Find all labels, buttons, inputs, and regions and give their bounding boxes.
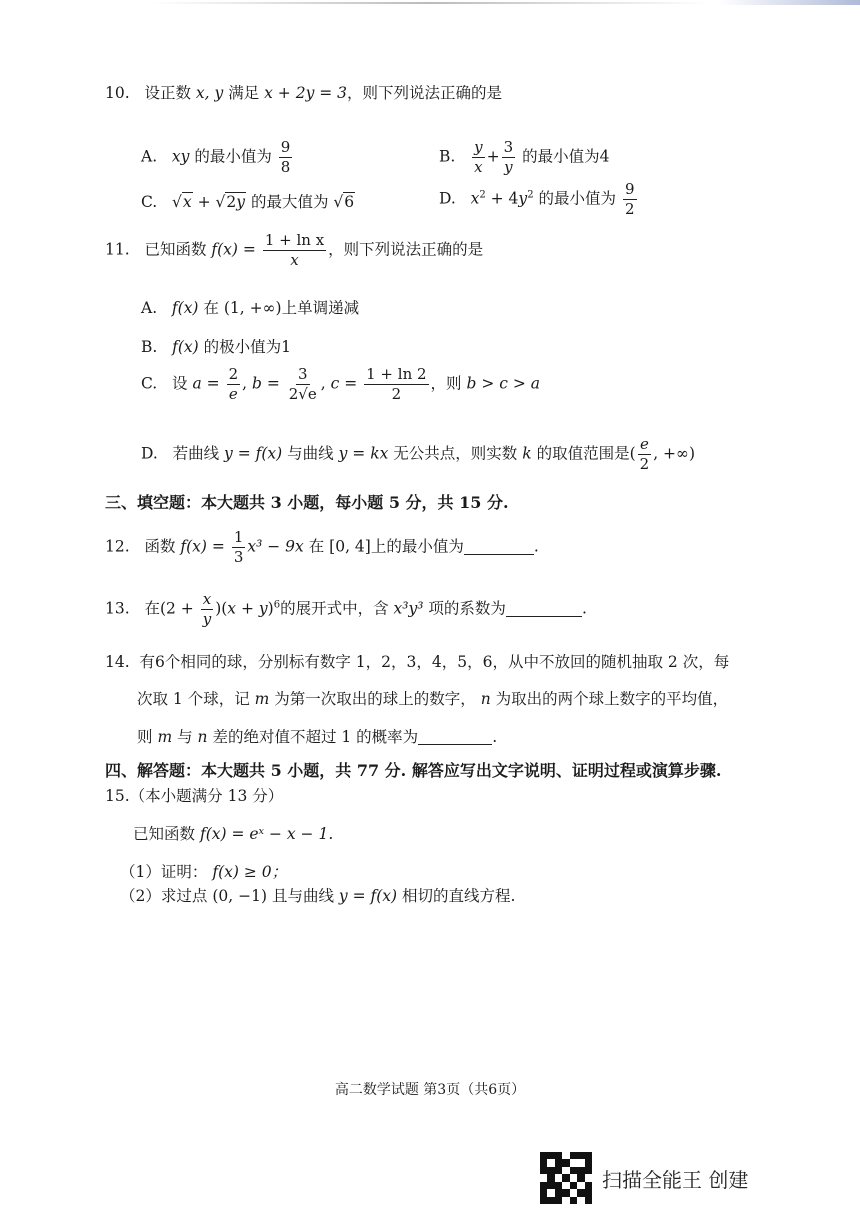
- math-expr: n: [480, 690, 491, 708]
- fraction: $\frac{3}{y}$: [503, 138, 514, 176]
- fraction: [232, 530, 246, 565]
- q11-option-c: C. 设 a = $\frac{2}{e}$ , b = $\frac{3}{2√e}$ , c = $\frac{1 + \ln 2}{2}$ ，则 b > c > a: [141, 365, 541, 403]
- q11-option-d: D. 若曲线 y = f(x) 与曲线 y = kx 无公共点，则实数 k 的取值范围是( $\frac{e}{2}$ , +∞): [141, 435, 696, 473]
- option-text: 的最小值为: [194, 147, 272, 166]
- option-label: B.: [141, 338, 158, 356]
- math-expr: f(x) = eˣ − x − 1.: [199, 825, 334, 843]
- denominator: e: [228, 385, 238, 403]
- math-expr: y = kx: [338, 444, 389, 463]
- answer-blank[interactable]: [464, 540, 534, 555]
- option-text: 若曲线: [172, 444, 220, 463]
- math-expr: n: [197, 728, 208, 746]
- q12: [105, 530, 539, 565]
- math-expr: f(x): [172, 338, 199, 356]
- fraction: $\frac{x}{y}$: [202, 590, 212, 628]
- numerator: 2: [228, 365, 239, 383]
- q15-number: 15.: [105, 787, 130, 805]
- q15-text: 已知函数: [133, 825, 196, 843]
- q10-text: 设正数: [144, 84, 191, 102]
- q11-number: 11.: [105, 240, 130, 259]
- denominator: x: [290, 251, 299, 269]
- option-label: D.: [439, 189, 456, 208]
- answer-blank[interactable]: [418, 730, 492, 745]
- math-expr: (1, +∞): [223, 299, 282, 317]
- q15-part-2: [120, 886, 515, 906]
- denominator: 2√e: [288, 385, 317, 403]
- q14-text: 为第一次取出的球上的数字，: [274, 690, 476, 708]
- option-text: 的最大值为: [250, 193, 329, 211]
- option-label: A.: [141, 299, 158, 317]
- math-expr: f(x) =: [211, 240, 256, 259]
- math-expr: [0, 4]: [329, 537, 371, 556]
- fraction: [364, 367, 428, 402]
- numerator: 3: [297, 365, 308, 383]
- math-expr: f(x) ≥ 0；: [212, 863, 288, 881]
- q14-line-2: [137, 689, 728, 709]
- q14-text: 次取 1 个球，记: [137, 690, 250, 708]
- fraction: [279, 140, 293, 175]
- denominator: 8: [280, 158, 291, 176]
- math-expr: f(x): [171, 299, 199, 317]
- fraction: [623, 182, 637, 217]
- q11-text: 已知函数: [144, 240, 207, 259]
- q10-number: 10.: [105, 84, 130, 102]
- option-text: 与曲线: [287, 444, 334, 463]
- q15-given: [133, 824, 333, 844]
- option-label: D.: [141, 444, 158, 463]
- scanner-watermark: [540, 1152, 748, 1204]
- numerator: 1 + ln x: [264, 231, 325, 249]
- section-4-heading: 四、解答题：本大题共 5 小题，共 77 分. 解答应写出文字说明、证明过程或演算步骤.: [105, 761, 722, 780]
- option-text: ，则: [430, 374, 462, 393]
- denominator: 2: [391, 385, 402, 403]
- option-text: 设: [172, 374, 188, 393]
- q11-option-b: [141, 337, 291, 357]
- math-expr: b > c > a: [466, 374, 541, 393]
- q12-text: 上的最小值为: [370, 537, 464, 556]
- q12-text: .: [533, 537, 539, 556]
- q14-text: 则: [137, 728, 153, 746]
- math-expr: (0, −1): [212, 887, 267, 905]
- math-expr: x³y³: [393, 599, 424, 618]
- scan-edge-tint: [720, 0, 860, 5]
- numerator: 1: [233, 528, 244, 546]
- q11-text: ，则下列说法正确的是: [328, 240, 484, 259]
- option-text: 的取值范围是: [536, 444, 630, 463]
- q15-text: 相切的直线方程.: [402, 887, 516, 905]
- q11-stem: [105, 233, 483, 268]
- option-label: A.: [141, 147, 158, 166]
- q10-equation: x + 2y = 3: [264, 84, 348, 102]
- part-label: （2）: [120, 887, 161, 905]
- q10-text: 满足: [228, 84, 260, 102]
- denominator: 3: [233, 548, 244, 566]
- q14-text: 差的绝对值不超过 1 的概率为: [212, 728, 419, 746]
- q13-text: 项的系数为: [428, 599, 506, 618]
- option-label: C.: [141, 374, 158, 393]
- fraction: [287, 367, 319, 402]
- q13: 13. 在(2 + $\frac{x}{y}$ )$(x + y)^6$的展开式中，含 x³y³ 项的系数为 .: [105, 590, 587, 628]
- q14-text: 与: [177, 728, 193, 746]
- q14-text: 为取出的两个球上数字的平均值，: [495, 690, 729, 708]
- q14-line-3: [137, 727, 497, 747]
- q14-line-1: [105, 652, 729, 672]
- q14-text: 有6个相同的球，分别标有数字 1，2，3，4，5，6，从中不放回的随机抽取 2 次，每: [139, 653, 730, 671]
- q10-vars: x, y: [195, 84, 224, 102]
- fraction: [263, 233, 326, 268]
- q13-number: 13.: [105, 599, 130, 618]
- q14-number: 14.: [105, 653, 130, 671]
- math-expr: x³ − 9x: [247, 537, 304, 556]
- q15-text: 且与曲线: [271, 887, 334, 905]
- denominator: 2: [624, 200, 635, 218]
- numerator: 1 + ln 2: [366, 365, 427, 383]
- option-label: B.: [439, 147, 456, 166]
- q15-header: [105, 786, 283, 806]
- scan-edge: [150, 2, 710, 4]
- numerator: 9: [624, 180, 635, 198]
- math-expr: xy: [171, 147, 190, 166]
- option-text: 的极小值为1: [203, 338, 291, 356]
- q10-option-c: C. √x + √2y 的最大值为 √6: [141, 193, 355, 211]
- part-label: （1）: [120, 863, 161, 881]
- q12-number: 12.: [105, 537, 130, 556]
- math-expr: y = f(x): [224, 444, 283, 463]
- q13-text: 的展开式中，含: [280, 599, 389, 618]
- q15-part-1: [120, 862, 287, 882]
- q10-text: ，则下列说法正确的是: [347, 84, 503, 102]
- q12-text: 在: [308, 537, 325, 556]
- q11-option-a: [141, 298, 359, 318]
- q10-option-a: [141, 140, 294, 175]
- answer-blank[interactable]: [506, 602, 582, 617]
- option-text: 上单调递减: [281, 299, 360, 317]
- math-expr: k: [522, 444, 532, 463]
- qr-code-icon: [540, 1152, 592, 1204]
- page-footer: 高二数学试题 第3页（共6页）: [334, 1082, 526, 1098]
- q15-note: （本小题满分 13 分）: [129, 787, 284, 805]
- option-text: 的最小值为4: [522, 147, 610, 166]
- numerator: 9: [280, 138, 291, 156]
- option-text: 无公共点，则实数: [393, 444, 518, 463]
- fraction: $\frac{y}{x}$: [474, 138, 483, 176]
- fraction: [227, 367, 241, 402]
- q15-text: 求过点: [160, 887, 208, 905]
- q12-text: 函数: [144, 537, 176, 556]
- option-text: 的最小值为: [538, 189, 617, 208]
- section-3-heading: 三、填空题：本大题共 3 小题，每小题 5 分，共 15 分.: [105, 493, 509, 512]
- q13-text: .: [581, 599, 587, 618]
- math-expr: m: [254, 690, 270, 708]
- fraction: $\frac{e}{2}$: [639, 435, 650, 473]
- option-text: 在: [203, 299, 219, 317]
- math-expr: y = f(x): [338, 887, 398, 905]
- q14-text: .: [492, 728, 498, 746]
- q10-stem: [105, 83, 502, 103]
- math-expr: m: [157, 728, 173, 746]
- q10-option-b: B. $\frac{y}{x}$ + $\frac{3}{y}$ 的最小值为4: [439, 138, 610, 176]
- q10-option-d: D. $x^2 + 4y^2$ 的最小值为 $\frac{9}{2}$: [439, 180, 635, 218]
- q15-text: 证明：: [160, 863, 208, 881]
- option-label: C.: [141, 193, 158, 211]
- q13-text: 在: [144, 599, 160, 618]
- math-expr: f(x) =: [180, 537, 225, 556]
- watermark-text: 扫描全能王 创建: [602, 1167, 749, 1192]
